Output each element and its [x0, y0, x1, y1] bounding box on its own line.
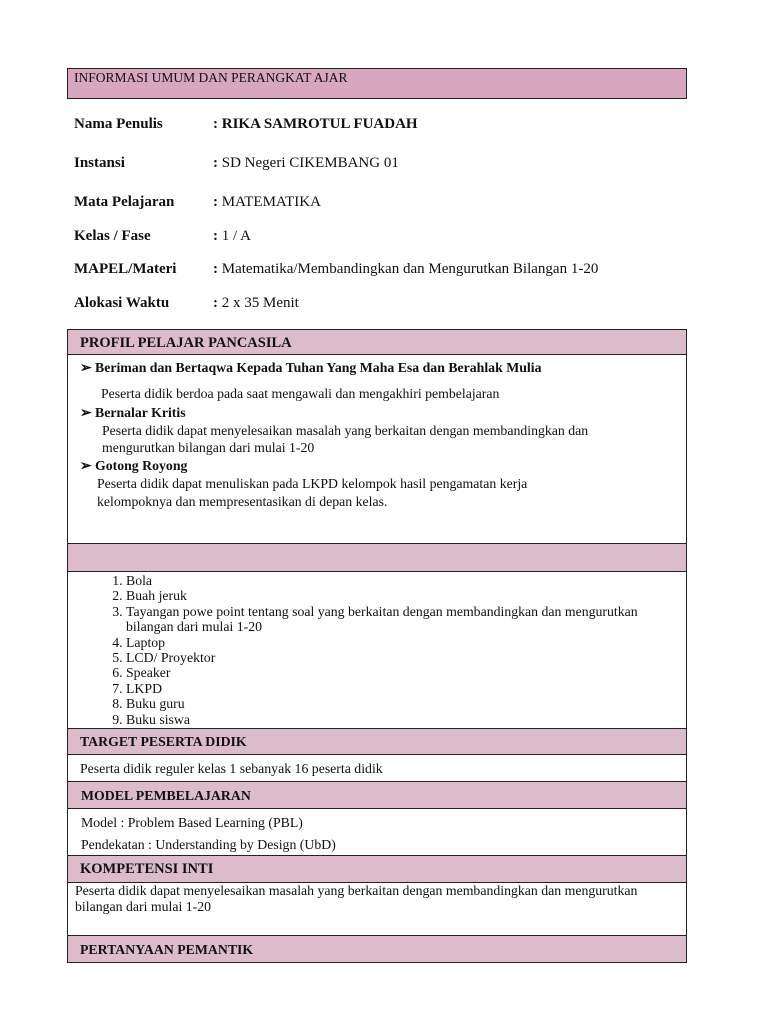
section-title: MODEL PEMBELAJARAN — [81, 788, 251, 803]
info-value: : Matematika/Membandingkan dan Mengurutkan Bilangan 1-20 — [213, 261, 599, 277]
section-title: PERTANYAAN PEMANTIK — [80, 942, 254, 957]
list-item: 5. LCD/ Proyektor — [126, 650, 686, 665]
target-text: Peserta didik reguler kelas 1 sebanyak 16 peserta didik — [80, 761, 383, 776]
section-header-sarana — [67, 543, 687, 572]
info-label: Mata Pelajaran — [74, 194, 175, 210]
info-value: : RIKA SAMROTUL FUADAH — [213, 116, 418, 132]
document-title: INFORMASI UMUM DAN PERANGKAT AJAR — [74, 70, 348, 85]
section-header-kompetensi — [67, 855, 687, 883]
profil-item-title: ➢ Beriman dan Bertaqwa Kepada Tuhan Yang Maha Esa dan Berahlak Mulia — [80, 360, 542, 375]
list-item: 7. LKPD — [126, 681, 686, 696]
profil-item-text: mengurutkan bilangan dari mulai 1-20 — [102, 440, 315, 455]
pendekatan-text: Pendekatan : Understanding by Design (UbD) — [81, 837, 336, 852]
list-item: 8. Buku guru — [126, 696, 686, 711]
section-header-model — [67, 781, 687, 809]
profil-item-text: kelompoknya dan mempresentasikan di depan kelas. — [97, 494, 388, 509]
list-item: 3. Tayangan powe point tentang soal yang berkaitan dengan membandingkan dan mengurutkan bilangan dari mulai 1-20 — [126, 604, 686, 635]
bullet-arrow-icon: ➢ — [80, 458, 92, 473]
info-label: Kelas / Fase — [74, 228, 151, 244]
sarana-list — [70, 573, 686, 727]
profil-item-text: Peserta didik berdoa pada saat mengawali dan mengakhiri pembelajaran — [101, 386, 500, 401]
section-body-target — [67, 754, 687, 782]
section-header-profil — [67, 329, 687, 355]
section-body-model — [67, 808, 687, 856]
info-value: : 1 / A — [213, 228, 251, 244]
section-header-pertanyaan — [67, 935, 687, 963]
profil-item-text: Peserta didik dapat menyelesaikan masalah yang berkaitan dengan membandingkan dan — [102, 423, 589, 438]
list-item: 2. Buah jeruk — [126, 588, 686, 603]
info-label: Instansi — [74, 155, 125, 171]
kompetensi-text: Peserta didik dapat menyelesaikan masalah yang berkaitan dengan membandingkan dan mengurutkan — [75, 883, 638, 898]
info-label: Nama Penulis — [74, 116, 163, 132]
section-title: TARGET PESERTA DIDIK — [80, 734, 247, 749]
info-value: : 2 x 35 Menit — [213, 295, 299, 311]
section-header-target — [67, 728, 687, 755]
section-title: PROFIL PELAJAR PANCASILA — [80, 335, 292, 351]
list-item: 9. Buku siswa — [126, 712, 686, 727]
info-label: Alokasi Waktu — [74, 295, 170, 311]
info-value: : MATEMATIKA — [213, 194, 321, 210]
profil-item-title: ➢ Bernalar Kritis — [80, 405, 186, 420]
info-label: MAPEL/Materi — [74, 261, 177, 277]
bullet-arrow-icon: ➢ — [80, 360, 92, 375]
section-title: KOMPETENSI INTI — [80, 861, 214, 877]
list-item: 1. Bola — [126, 573, 686, 588]
bullet-arrow-icon: ➢ — [80, 405, 92, 420]
model-text: Model : Problem Based Learning (PBL) — [81, 815, 303, 830]
profil-item-title: ➢ Gotong Royong — [80, 458, 188, 473]
document-title-bar — [67, 68, 687, 99]
kompetensi-text: bilangan dari mulai 1-20 — [75, 899, 212, 914]
list-item: 4. Laptop — [126, 635, 686, 650]
section-body-kompetensi — [67, 882, 687, 936]
info-value: : SD Negeri CIKEMBANG 01 — [213, 155, 399, 171]
profil-item-text: Peserta didik dapat menuliskan pada LKPD kelompok hasil pengamatan kerja — [97, 476, 528, 491]
list-item: 6. Speaker — [126, 665, 686, 680]
